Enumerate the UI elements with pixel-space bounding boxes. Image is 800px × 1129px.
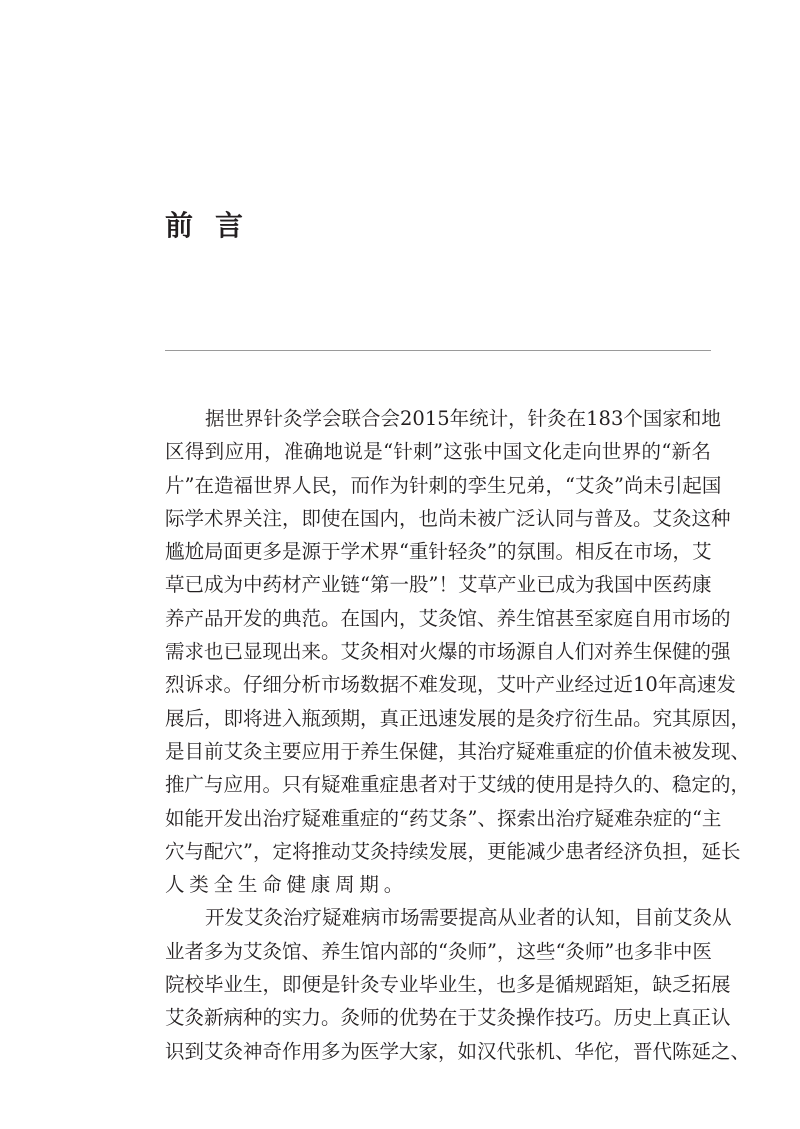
body-text [165, 402, 751, 1068]
text-line: 人类全生命健康周期。 [165, 873, 409, 897]
text-line: 院校毕业生，即便是针灸专业毕业生，也多是循规蹈矩，缺乏拓展 [165, 973, 731, 997]
text-line: 艾灸新病种的实力。灸师的优势在于艾灸操作技巧。历史上真正认 [165, 1006, 731, 1030]
text-line: 区得到应用，准确地说是“针刺”这张中国文化走向世界的“新名 [165, 440, 711, 464]
text-line: 是目前艾灸主要应用于养生保健，其治疗疑难重症的价值未被发现、 [165, 739, 751, 763]
text-line: 烈诉求。仔细分析市场数据不难发现，艾叶产业经过近10年高速发 [165, 673, 736, 697]
text-line: 养产品开发的典范。在国内，艾灸馆、养生馆甚至家庭自用市场的 [165, 606, 731, 630]
text-line: 尴尬局面更多是源于学术界“重针轻灸”的氛围。相反在市场，艾 [165, 540, 712, 564]
text-line: 推广与应用。只有疑难重症患者对于艾绒的使用是持久的、稳定的， [165, 773, 751, 797]
text-line: 展后，即将进入瓶颈期，真正迅速发展的是灸疗衍生品。究其原因， [165, 706, 751, 730]
text-line: 穴与配穴”，定将推动艾灸持续发展，更能减少患者经济负担，延长 [165, 839, 741, 863]
text-line: 需求也已显现出来。艾灸相对火爆的市场源自人们对养生保健的强 [165, 640, 731, 664]
text-line: 草已成为中药材产业链“第一股”！艾草产业已成为我国中医药康 [165, 573, 712, 597]
text-line: 业者多为艾灸馆、养生馆内部的“灸师”，这些“灸师”也多非中医 [165, 939, 712, 963]
text-line: 如能开发出治疗疑难重症的“药艾条”、探索出治疗疑难杂症的“主 [165, 806, 722, 830]
text-line: 识到艾灸神奇作用多为医学大家，如汉代张机、华佗，晋代陈延之、 [165, 1039, 751, 1063]
text-line: 据世界针灸学会联合会2015年统计，针灸在183个国家和地 [205, 407, 721, 430]
title-divider [165, 350, 711, 351]
text-line: 际学术界关注，即使在国内，也尚未被广泛认同与普及。艾灸这种 [165, 506, 731, 530]
text-line: 开发艾灸治疗疑难病市场需要提高从业者的认知，目前艾灸从 [205, 906, 732, 930]
text-line: 片”在造福世界人民，而作为针刺的孪生兄弟，“艾灸”尚未引起国 [165, 473, 722, 497]
page-title: 前言 [165, 209, 266, 242]
